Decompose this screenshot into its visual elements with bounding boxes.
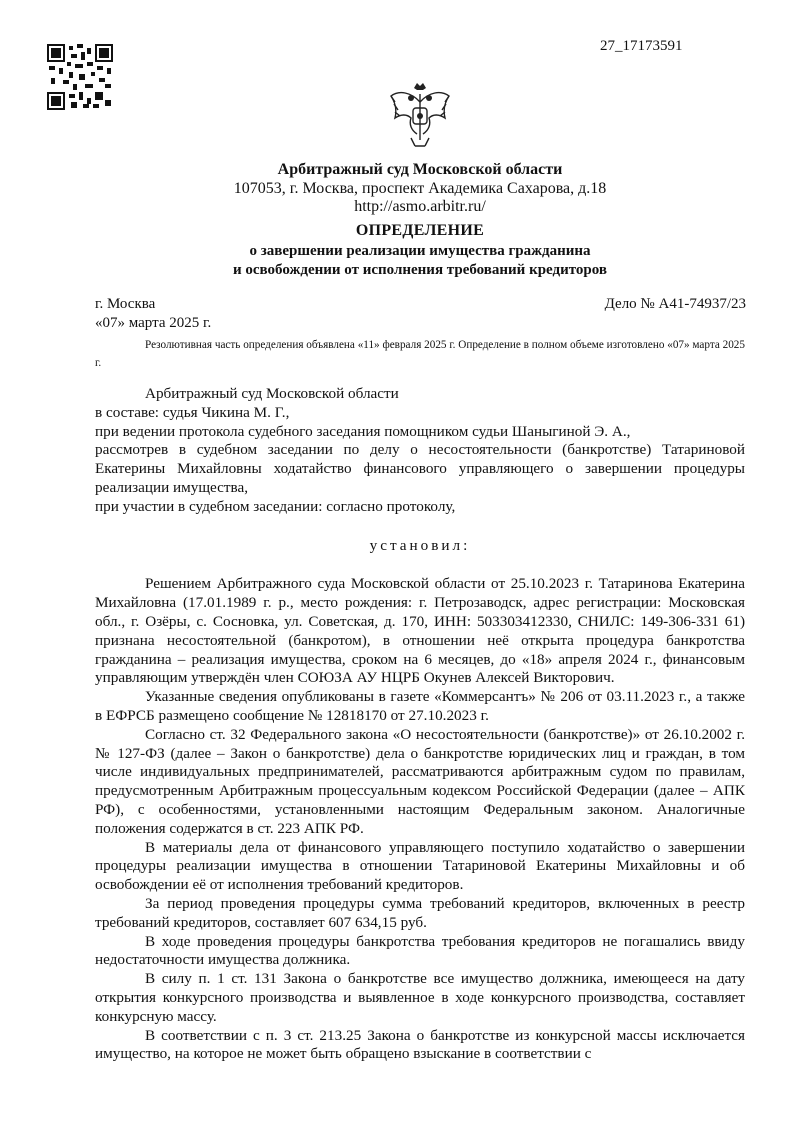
city: г. Москва — [95, 296, 156, 312]
case-number: Дело № А41-74937/23 — [604, 296, 746, 312]
court-address: 107053, г. Москва, проспект Академика Сахарова, д.18 — [233, 180, 607, 197]
paragraph: Решением Арбитражного суда Московской области от 25.10.2023 г. Татаринова Екатерина Михайловна (17.01.1989 г. р., место рождения: г. Петрозаводск, адрес регистрации: Московская обл., г. Озёры, с. Сосновка, ул. Советская, д. 170, ИНН: 503303412330, СНИЛС: 149-306-331 61) признана несостоятельной (банкротом), в отношении неё открыта процедура банкротства гражданина – реализация имущества, сроком на 6 месяцев, до «18» апреля 2024 г., финансовым управляющим утверждён член СОЮЗА АУ НЦРБ Окунев Алексей Викторович. — [95, 575, 745, 687]
court-name: Арбитражный суд Московской области — [277, 161, 563, 178]
intro-considered: рассмотрев в судебном заседании по делу о несостоятельности (банкротстве) Татариновой Екатерины Михайловны ходатайство финансового управляющего о завершении процедуры реализации имущества, — [95, 441, 745, 496]
paragraph: В материалы дела от финансового управляющего поступило ходатайство о завершении процедуры реализации имущества в отношении Татариновой Екатерины Михайловны и об освобождении её от исполнения требований кредиторов. — [95, 838, 745, 894]
document-subtitle-line-2: и освобождении от исполнения требований кредиторов — [233, 262, 607, 278]
document-number: 27_17173591 — [600, 38, 683, 54]
paragraph: Указанные сведения опубликованы в газете «Коммерсантъ» № 206 от 03.11.2023 г., а также в ЕФРСБ размещено сообщение № 12818170 от 27.10.2023 г. — [95, 688, 745, 724]
coat-of-arms-icon — [385, 80, 455, 150]
paragraph: За период проведения процедуры сумма требований кредиторов, включенных в реестр требований кредиторов, составляет 607 634,15 руб. — [95, 894, 745, 931]
resolution-note: Резолютивная часть определения объявлена «11» февраля 2025 г. Определение в полном объеме изготовлено «07» марта 2025 г. — [95, 339, 745, 369]
court-website[interactable]: http://asmo.arbitr.ru/ — [354, 198, 486, 215]
document-date: «07» марта 2025 г. — [95, 315, 212, 331]
document-body — [95, 385, 745, 1064]
intro-secretary: при ведении протокола судебного заседания помощником судьи Шаныгиной Э. А., — [95, 422, 631, 440]
paragraph: В соответствии с п. 3 ст. 213.25 Закона о банкротстве из конкурсной массы исключается имущество, на которое не может быть обращено взыскание в соответствии с — [95, 1026, 745, 1063]
paragraph: Согласно ст. 32 Федерального закона «О несостоятельности (банкротстве)» от 26.10.2002 г. № 127-ФЗ (далее – Закон о банкротстве) дела о банкротстве юридических лиц и граждан, в том числе индивидуальных предпринимателей, рассматриваются арбитражным судом по правилам, предусмотренным Арбитражным процессуальным кодексом Российской Федерации (далее – АПК РФ), с особенностями, установленными настоящим Федеральным законом. Аналогичные положения содержатся в ст. 223 АПК РФ. — [95, 725, 745, 837]
document-subtitle-line-1: о завершении реализации имущества гражданина — [249, 243, 591, 259]
established-heading: установил: — [369, 536, 471, 554]
intro-court: Арбитражный суд Московской области — [145, 385, 399, 402]
qr-code-icon — [47, 44, 113, 110]
intro-composition: в составе: судья Чикина М. Г., — [95, 403, 290, 421]
document-title: ОПРЕДЕЛЕНИЕ — [355, 222, 485, 239]
intro-participation: при участии в судебном заседании: согласно протоколу, — [95, 497, 456, 515]
paragraph: В ходе проведения процедуры банкротства требования кредиторов не погашались ввиду недостаточности имущества должника. — [95, 932, 745, 969]
paragraph: В силу п. 1 ст. 131 Закона о банкротстве все имущество должника, имеющееся на дату открытия конкурсного производства и выявленное в ходе конкурсного производства, составляет конкурсную массу. — [95, 970, 745, 1025]
